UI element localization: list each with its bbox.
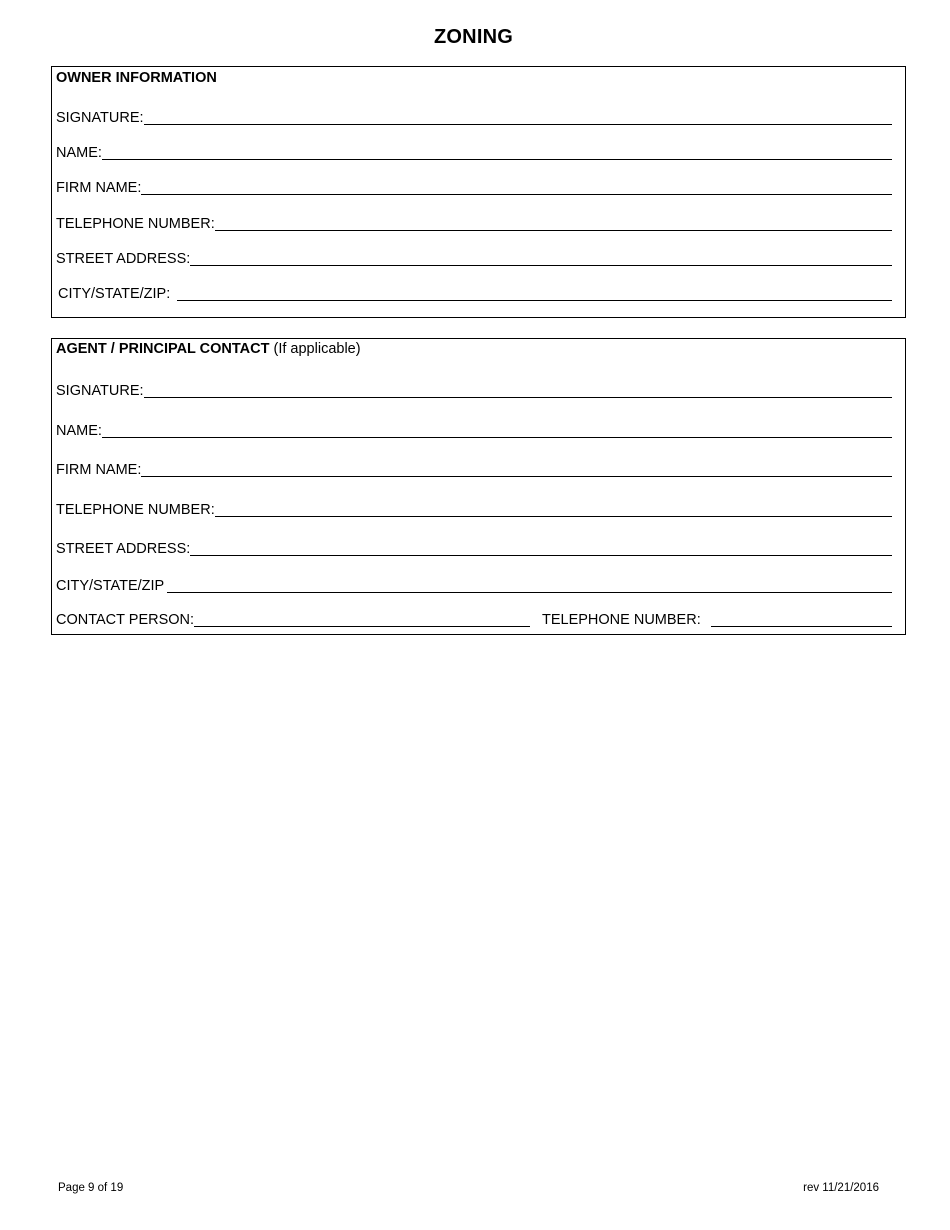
owner-telephone-line[interactable] <box>215 230 892 231</box>
agent-street-address-label: STREET ADDRESS: <box>56 541 191 557</box>
agent-principal-contact-section <box>51 338 906 635</box>
agent-city-state-zip-line[interactable] <box>167 592 892 593</box>
owner-information-section <box>51 66 906 318</box>
agent-firm-name-label: FIRM NAME: <box>56 462 142 478</box>
page-title: ZONING <box>434 26 513 48</box>
agent-firm-name-field[interactable] <box>56 458 892 478</box>
agent-section-header <box>56 341 361 357</box>
agent-city-state-zip-label: CITY/STATE/ZIP <box>56 578 165 594</box>
owner-name-field[interactable] <box>56 141 892 161</box>
agent-telephone-line[interactable] <box>215 516 892 517</box>
agent-section-note: (If applicable) <box>269 341 361 357</box>
agent-name-line[interactable] <box>102 437 892 438</box>
contact-person-label: CONTACT PERSON: <box>56 612 195 628</box>
agent-city-state-zip-field[interactable] <box>56 574 892 594</box>
agent-street-address-field[interactable] <box>56 537 892 557</box>
owner-firm-name-field[interactable] <box>56 176 892 196</box>
agent-signature-field[interactable] <box>56 379 892 399</box>
owner-telephone-field[interactable] <box>56 212 892 232</box>
agent-firm-name-line[interactable] <box>141 476 892 477</box>
agent-signature-line[interactable] <box>144 397 892 398</box>
owner-street-address-line[interactable] <box>190 265 892 266</box>
owner-firm-name-label: FIRM NAME: <box>56 180 142 196</box>
owner-section-header <box>56 70 217 86</box>
owner-name-label: NAME: <box>56 145 102 161</box>
owner-signature-line[interactable] <box>144 124 892 125</box>
owner-city-state-zip-label: CITY/STATE/ZIP: <box>58 286 175 302</box>
contact-telephone-line[interactable] <box>711 626 892 627</box>
page-number: Page 9 of 19 <box>58 1182 124 1194</box>
owner-name-line[interactable] <box>102 159 892 160</box>
agent-telephone-field[interactable] <box>56 498 892 518</box>
owner-city-state-zip-line[interactable] <box>177 300 892 301</box>
contact-person-field[interactable] <box>56 608 530 628</box>
owner-section-title: OWNER INFORMATION <box>56 70 217 86</box>
owner-city-state-zip-field[interactable] <box>58 282 892 302</box>
contact-telephone-label: TELEPHONE NUMBER: <box>542 612 705 628</box>
owner-firm-name-line[interactable] <box>141 194 892 195</box>
agent-section-title: AGENT / PRINCIPAL CONTACT <box>56 341 270 357</box>
owner-signature-label: SIGNATURE: <box>56 110 144 126</box>
revision-date: rev 11/21/2016 <box>803 1182 879 1194</box>
agent-signature-label: SIGNATURE: <box>56 383 144 399</box>
contact-telephone-field[interactable] <box>542 608 892 628</box>
contact-person-row <box>56 608 892 628</box>
agent-street-address-line[interactable] <box>190 555 892 556</box>
agent-name-label: NAME: <box>56 423 102 439</box>
owner-street-address-label: STREET ADDRESS: <box>56 251 191 267</box>
owner-signature-field[interactable] <box>56 106 892 126</box>
owner-telephone-label: TELEPHONE NUMBER: <box>56 216 215 232</box>
agent-name-field[interactable] <box>56 419 892 439</box>
contact-person-line[interactable] <box>194 626 530 627</box>
owner-street-address-field[interactable] <box>56 247 892 267</box>
agent-telephone-label: TELEPHONE NUMBER: <box>56 502 215 518</box>
